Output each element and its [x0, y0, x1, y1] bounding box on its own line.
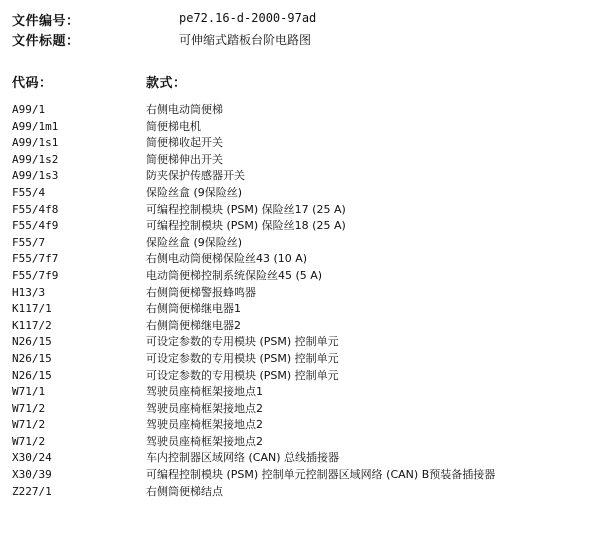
- row-code: X30/24: [12, 451, 52, 465]
- component-list: [12, 102, 588, 500]
- row-model: 可设定参数的专用模块 (PSM) 控制单元: [146, 335, 339, 349]
- table-header: [12, 72, 582, 90]
- row-model: 右侧筒便梯结点: [146, 484, 223, 498]
- table-row: [12, 202, 588, 219]
- file-number-row: [12, 10, 582, 28]
- row-code: H13/3: [12, 285, 46, 299]
- row-model: 简便梯伸出开关: [146, 152, 223, 166]
- row-code: A99/1s1: [12, 136, 59, 150]
- row-model: 防夹保护传感器开关: [146, 169, 245, 183]
- model-column-header: 款式：: [146, 76, 187, 91]
- row-model: 驾驶员座椅框架接地点2: [146, 434, 263, 448]
- table-row: [12, 368, 588, 385]
- table-row: [12, 467, 588, 484]
- table-row: [12, 235, 588, 252]
- table-row: [12, 318, 588, 335]
- row-model: 右侧电动筒便梯保险丝43 (10 A): [146, 252, 308, 266]
- row-code: N26/15: [12, 351, 52, 365]
- row-model: 右侧电动筒便梯: [146, 103, 223, 116]
- table-row: [12, 152, 588, 169]
- row-model: 保险丝盒 (9保险丝): [146, 185, 243, 199]
- code-column-header: 代码：: [12, 76, 53, 91]
- row-code: A99/1m1: [12, 119, 59, 133]
- table-row: [12, 185, 588, 202]
- file-title-value: 可伸缩式踏板台阶电路图: [179, 33, 312, 47]
- row-model: 驾驶员座椅框架接地点2: [146, 401, 263, 415]
- table-row: [12, 102, 588, 119]
- row-model: 车内控制器区域网络 (CAN) 总线插接器: [146, 451, 340, 465]
- row-code: F55/7f7: [12, 252, 59, 266]
- row-code: F55/7: [12, 235, 46, 249]
- table-row: [12, 401, 588, 418]
- row-code: A99/1s3: [12, 169, 59, 183]
- row-code: W71/2: [12, 401, 46, 415]
- row-code: F55/4f9: [12, 219, 59, 233]
- table-row: [12, 301, 588, 318]
- table-row: [12, 119, 588, 136]
- table-row: [12, 334, 588, 351]
- row-code: A99/1s2: [12, 152, 59, 166]
- file-title-label: 文件标题：: [12, 34, 80, 49]
- table-row: [12, 351, 588, 368]
- table-row: [12, 384, 588, 401]
- row-model: 简便梯电机: [146, 119, 201, 133]
- row-code: F55/7f9: [12, 268, 59, 282]
- table-row: [12, 135, 588, 152]
- table-row: [12, 450, 588, 467]
- file-number-label: 文件编号：: [12, 14, 80, 29]
- row-code: F55/4: [12, 185, 46, 199]
- row-model: 简便梯收起开关: [146, 136, 223, 150]
- row-code: K117/1: [12, 302, 52, 316]
- row-code: W71/2: [12, 434, 46, 448]
- row-model: 右侧筒便梯继电器1: [146, 302, 241, 316]
- row-code: A99/1: [12, 103, 46, 116]
- row-model: 可编程控制模块 (PSM) 控制单元控制器区域网络 (CAN) B预装备插接器: [146, 468, 496, 482]
- table-row: [12, 417, 588, 434]
- file-title-row: [12, 30, 582, 48]
- table-row: [12, 268, 588, 285]
- row-model: 右侧筒便梯继电器2: [146, 318, 241, 332]
- file-number-value: pe72.16-d-2000-97ad: [179, 11, 317, 25]
- row-code: F55/4f8: [12, 202, 59, 216]
- row-code: K117/2: [12, 318, 52, 332]
- row-model: 驾驶员座椅框架接地点1: [146, 385, 263, 399]
- row-model: 保险丝盒 (9保险丝): [146, 235, 243, 249]
- row-model: 可设定参数的专用模块 (PSM) 控制单元: [146, 351, 339, 365]
- row-model: 电动筒便梯控制系统保险丝45 (5 A): [146, 268, 323, 282]
- row-code: W71/1: [12, 385, 46, 399]
- row-model: 可设定参数的专用模块 (PSM) 控制单元: [146, 368, 339, 382]
- row-model: 可编程控制模块 (PSM) 保险丝18 (25 A): [146, 219, 346, 233]
- table-row: [12, 218, 588, 235]
- row-model: 驾驶员座椅框架接地点2: [146, 418, 263, 432]
- table-row: [12, 251, 588, 268]
- table-row: [12, 285, 588, 302]
- table-row: [12, 434, 588, 451]
- row-code: X30/39: [12, 468, 52, 482]
- table-row: [12, 484, 588, 501]
- row-code: W71/2: [12, 418, 46, 432]
- row-model: 右侧筒便梯警报蜂鸣器: [146, 285, 256, 299]
- row-code: N26/15: [12, 368, 52, 382]
- row-code: N26/15: [12, 335, 52, 349]
- table-row: [12, 168, 588, 185]
- row-model: 可编程控制模块 (PSM) 保险丝17 (25 A): [146, 202, 346, 216]
- row-code: Z227/1: [12, 484, 52, 498]
